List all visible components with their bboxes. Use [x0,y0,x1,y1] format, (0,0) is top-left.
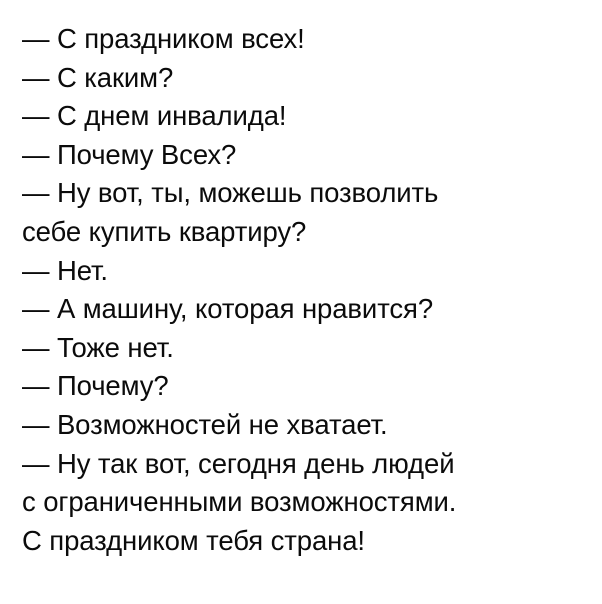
text-line: себе купить квартиру? [22,215,307,247]
text-line: — Почему Всех? [22,138,237,170]
text-line: — Нет. [22,254,108,286]
text-line: — А машину, которая нравится? [22,293,434,325]
text-line: — Возможностей не хватает. [22,408,388,440]
text-line: с ограниченными возможностями. [22,486,457,518]
text-line: — Почему? [22,370,169,402]
text-line: — Тоже нет. [22,331,174,363]
text-line: — Ну так вот, сегодня день людей [22,447,455,479]
text-line: С праздником тебя страна! [22,524,365,556]
text-line: — С праздником всех! [22,23,305,54]
text-line: — С каким? [22,61,174,93]
text-line: — Ну вот, ты, можешь позволить [22,177,439,209]
text-line: — С днем инвалида! [22,100,287,132]
